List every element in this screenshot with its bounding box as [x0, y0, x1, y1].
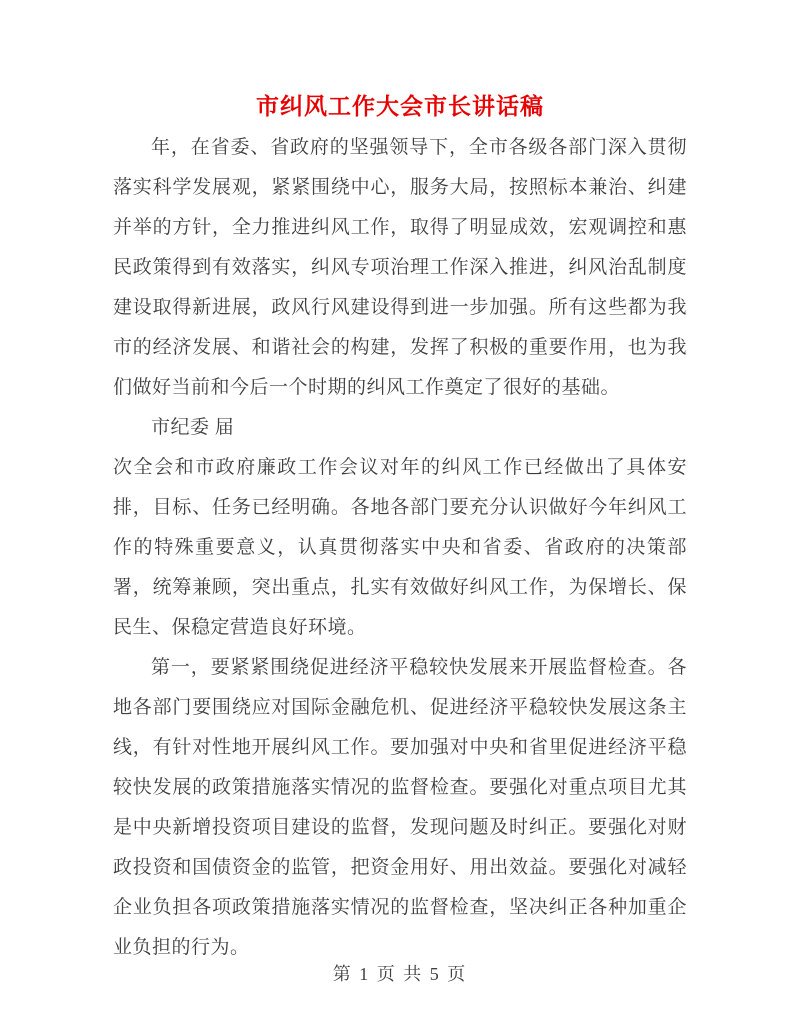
document-body [113, 128, 687, 968]
paragraph-first-point: 第一，要紧紧围绕促进经济平稳较快发展来开展监督检查。各地各部门要围绕应对国际金融危机、促进经济平稳较快发展这条主线，有针对性地开展纠风工作。要加强对中央和省里促进经济平稳较快发展的政策措施落实情况的监督检查。要强化对重点项目尤其是中央新增投资项目建设的监督，发现问题及时纠正。要强化对财政投资和国债资金的监管，把资金用好、用出效益。要强化对减轻企业负担各项政策措施落实情况的监督检查，坚决纠正各种加重企业负担的行为。 [113, 657, 687, 958]
document-title: 市纠风工作大会市长讲话稿 [256, 94, 544, 119]
paragraph-committee-line: 市纪委 届 [151, 417, 235, 438]
page-number-footer: 第 1 页 共 5 页 [332, 964, 468, 984]
paragraph-plenary-session: 次全会和市政府廉政工作会议对年的纠风工作已经做出了具体安排，目标、任务已经明确。各地各部门要充分认识做好今年纠风工作的特殊重要意义，认真贯彻落实中央和省委、省政府的决策部署，统筹兼顾，突出重点，扎实有效做好纠风工作，为保增长、保民生、保稳定营造良好环境。 [113, 457, 687, 638]
paragraph-intro: 年，在省委、省政府的坚强领导下，全市各级各部门深入贯彻落实科学发展观，紧紧围绕中心，服务大局，按照标本兼治、纠建并举的方针，全力推进纠风工作，取得了明显成效，宏观调控和惠民政策得到有效落实，纠风专项治理工作深入推进，纠风治乱制度建设取得新进展，政风行风建设得到进一步加强。所有这些都为我市的经济发展、和谐社会的构建，发挥了积极的重要作用，也为我们做好当前和今后一个时期的纠风工作奠定了很好的基础。 [113, 137, 687, 398]
